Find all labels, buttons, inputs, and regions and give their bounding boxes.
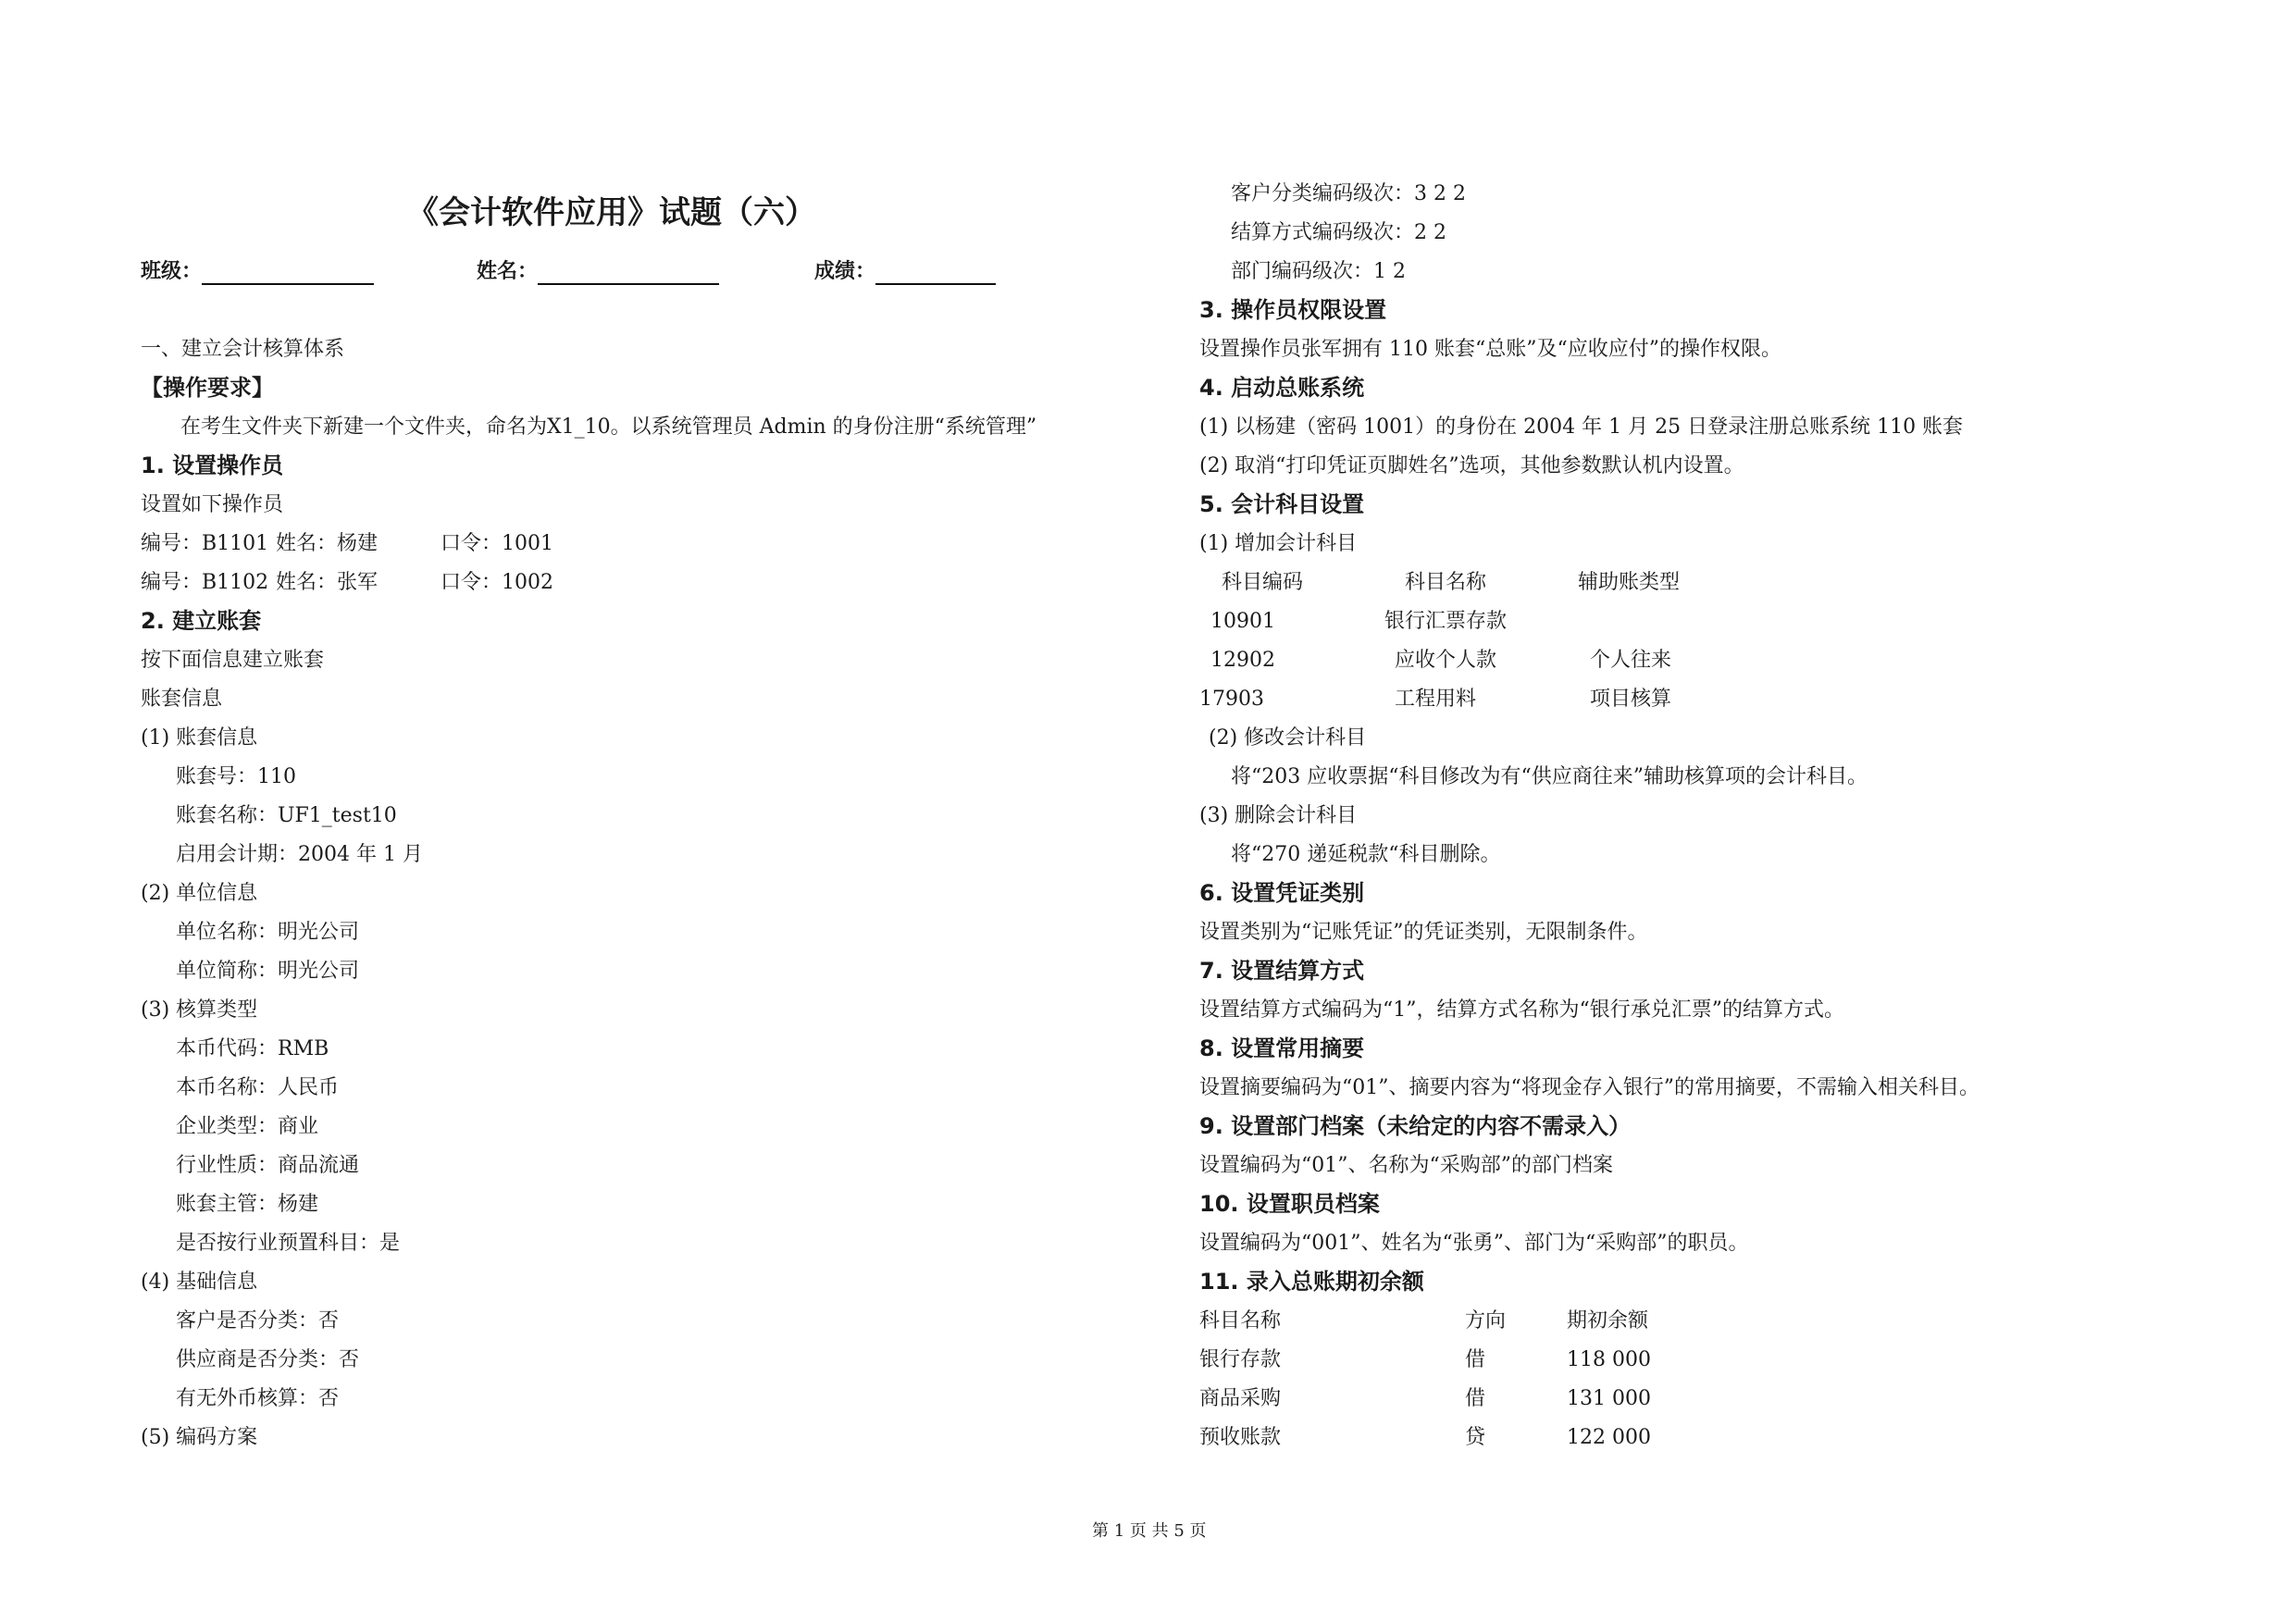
list-item: 供应商是否分类：否 [176,1348,360,1371]
heading-3: 3. 操作员权限设置 [1199,297,1387,323]
list-item: 结算方式编码级次：2 2 [1231,221,1446,244]
score-blank [875,261,996,285]
para-8: 设置摘要编码为“01”、摘要内容为“将现金存入银行”的常用摘要，不需输入相关科目。 [1199,1076,1980,1099]
subsection-4: (4) 基础信息 [141,1271,258,1294]
name-field [477,257,719,285]
table-header-cell: 科目编码 [1222,571,1304,594]
list-item: 单位简称：明光公司 [176,960,360,983]
name-label: 姓名： [477,259,539,283]
para-2b: 账套信息 [141,688,223,711]
para-6: 设置类别为“记账凭证”的凭证类别，无限制条件。 [1199,921,1648,944]
subsection-3: (3) 核算类型 [141,998,258,1022]
table-cell: 个人往来 [1590,649,1672,672]
exam-title: 《会计软件应用》试题（六） [407,194,816,231]
heading-9: 9. 设置部门档案（未给定的内容不需录入） [1199,1113,1632,1139]
class-blank [202,261,374,285]
heading-8: 8. 设置常用摘要 [1199,1035,1365,1061]
table-cell: 12902 [1210,649,1275,672]
list-item: 部门编码级次：1 2 [1231,260,1406,283]
table-cell: 银行存款 [1199,1348,1282,1371]
heading-1: 1. 设置操作员 [141,452,284,478]
para-3: 设置操作员张军拥有 110 账套“总账”及“应收应付”的操作权限。 [1199,338,1781,361]
list-item: 本币名称：人民币 [176,1076,340,1099]
operator-2-id: 编号：B1102 [141,571,269,594]
list-item: 有无外币核算：否 [176,1387,340,1410]
list-item: 账套名称：UF1_test10 [176,804,397,827]
table-cell: 17903 [1199,688,1264,711]
table-cell: 贷 [1465,1426,1486,1449]
intro-text: 在考生文件夹下新建一个文件夹，命名为X1_10。以系统管理员 Admin 的身份注册“系统管理” [180,415,1037,439]
heading-2: 2. 建立账套 [141,608,262,634]
heading-11: 11. 录入总账期初余额 [1199,1269,1424,1295]
list-item: 账套主管：杨建 [176,1193,319,1216]
list-item: 单位名称：明光公司 [176,921,360,944]
para-4a: (1) 以杨建（密码 1001）的身份在 2004 年 1 月 25 日登录注册总账系统 110 账套 [1199,415,1964,439]
list-item: 客户分类编码级次：3 2 2 [1231,182,1466,205]
heading-6: 6. 设置凭证类别 [1199,880,1365,906]
para-10: 设置编码为“001”、姓名为“张勇”、部门为“采购部”的职员。 [1199,1232,1749,1255]
subsection-5-3: (3) 删除会计科目 [1199,804,1358,827]
list-item: 行业性质：商品流通 [176,1154,360,1177]
op-requirements-heading: 【操作要求】 [141,375,274,401]
list-item: 账套号：110 [176,765,296,788]
table-header-cell: 期初余额 [1567,1309,1649,1333]
heading-4: 4. 启动总账系统 [1199,375,1365,401]
operator-1-name: 姓名：杨建 [276,532,379,555]
table-cell: 118 000 [1567,1348,1651,1371]
para-5-3: 将“270 递延税款“科目删除。 [1231,843,1501,866]
heading-5: 5. 会计科目设置 [1199,491,1365,517]
table-cell: 工程用料 [1395,688,1477,711]
subsection-5-1: (1) 增加会计科目 [1199,532,1358,555]
table-header-cell: 科目名称 [1199,1309,1282,1333]
class-label: 班级： [141,259,203,283]
table-cell: 131 000 [1567,1387,1651,1410]
table-cell: 商品采购 [1199,1387,1282,1410]
table-cell: 122 000 [1567,1426,1651,1449]
heading-10: 10. 设置职员档案 [1199,1191,1380,1217]
list-item: 企业类型：商业 [176,1115,319,1138]
table-cell: 应收个人款 [1395,649,1497,672]
operator-2-name: 姓名：张军 [276,571,379,594]
list-item: 客户是否分类：否 [176,1309,340,1333]
table-cell: 借 [1465,1348,1486,1371]
list-item: 启用会计期：2004 年 1 月 [176,843,423,866]
table-cell: 银行汇票存款 [1384,610,1508,633]
table-header-cell: 辅助账类型 [1578,571,1681,594]
operator-1-id: 编号：B1101 [141,532,269,555]
para-2a: 按下面信息建立账套 [141,649,325,672]
list-item: 本币代码：RMB [176,1037,329,1060]
para-9: 设置编码为“01”、名称为“采购部”的部门档案 [1199,1154,1613,1177]
table-cell: 借 [1465,1387,1486,1410]
subsection-2: (2) 单位信息 [141,882,258,905]
table-header-cell: 方向 [1465,1309,1507,1333]
para-5-2: 将“203 应收票据“科目修改为有“供应商往来”辅助核算项的会计科目。 [1231,765,1868,788]
page-number: 第 1 页 共 5 页 [1092,1521,1207,1541]
para-4b: (2) 取消“打印凭证页脚姓名”选项，其他参数默认机内设置。 [1199,454,1744,477]
subsection-5-2: (2) 修改会计科目 [1209,726,1367,750]
name-blank [538,261,719,285]
para-1: 设置如下操作员 [141,493,284,516]
table-cell: 预收账款 [1199,1426,1282,1449]
score-label: 成绩： [814,259,876,283]
table-cell: 10901 [1210,610,1275,633]
operator-1-pwd: 口令：1001 [441,532,553,555]
subsection-5: (5) 编码方案 [141,1426,258,1449]
table-cell: 项目核算 [1590,688,1672,711]
subsection-1: (1) 账套信息 [141,726,258,750]
operator-2-pwd: 口令：1002 [441,571,553,594]
heading-7: 7. 设置结算方式 [1199,958,1365,984]
table-header-cell: 科目名称 [1405,571,1487,594]
para-7: 设置结算方式编码为“1”，结算方式名称为“银行承兑汇票”的结算方式。 [1199,998,1844,1022]
class-field [141,257,374,285]
score-field [814,257,996,285]
section-heading: 一、建立会计核算体系 [141,338,345,361]
list-item: 是否按行业预置科目：是 [176,1232,401,1255]
